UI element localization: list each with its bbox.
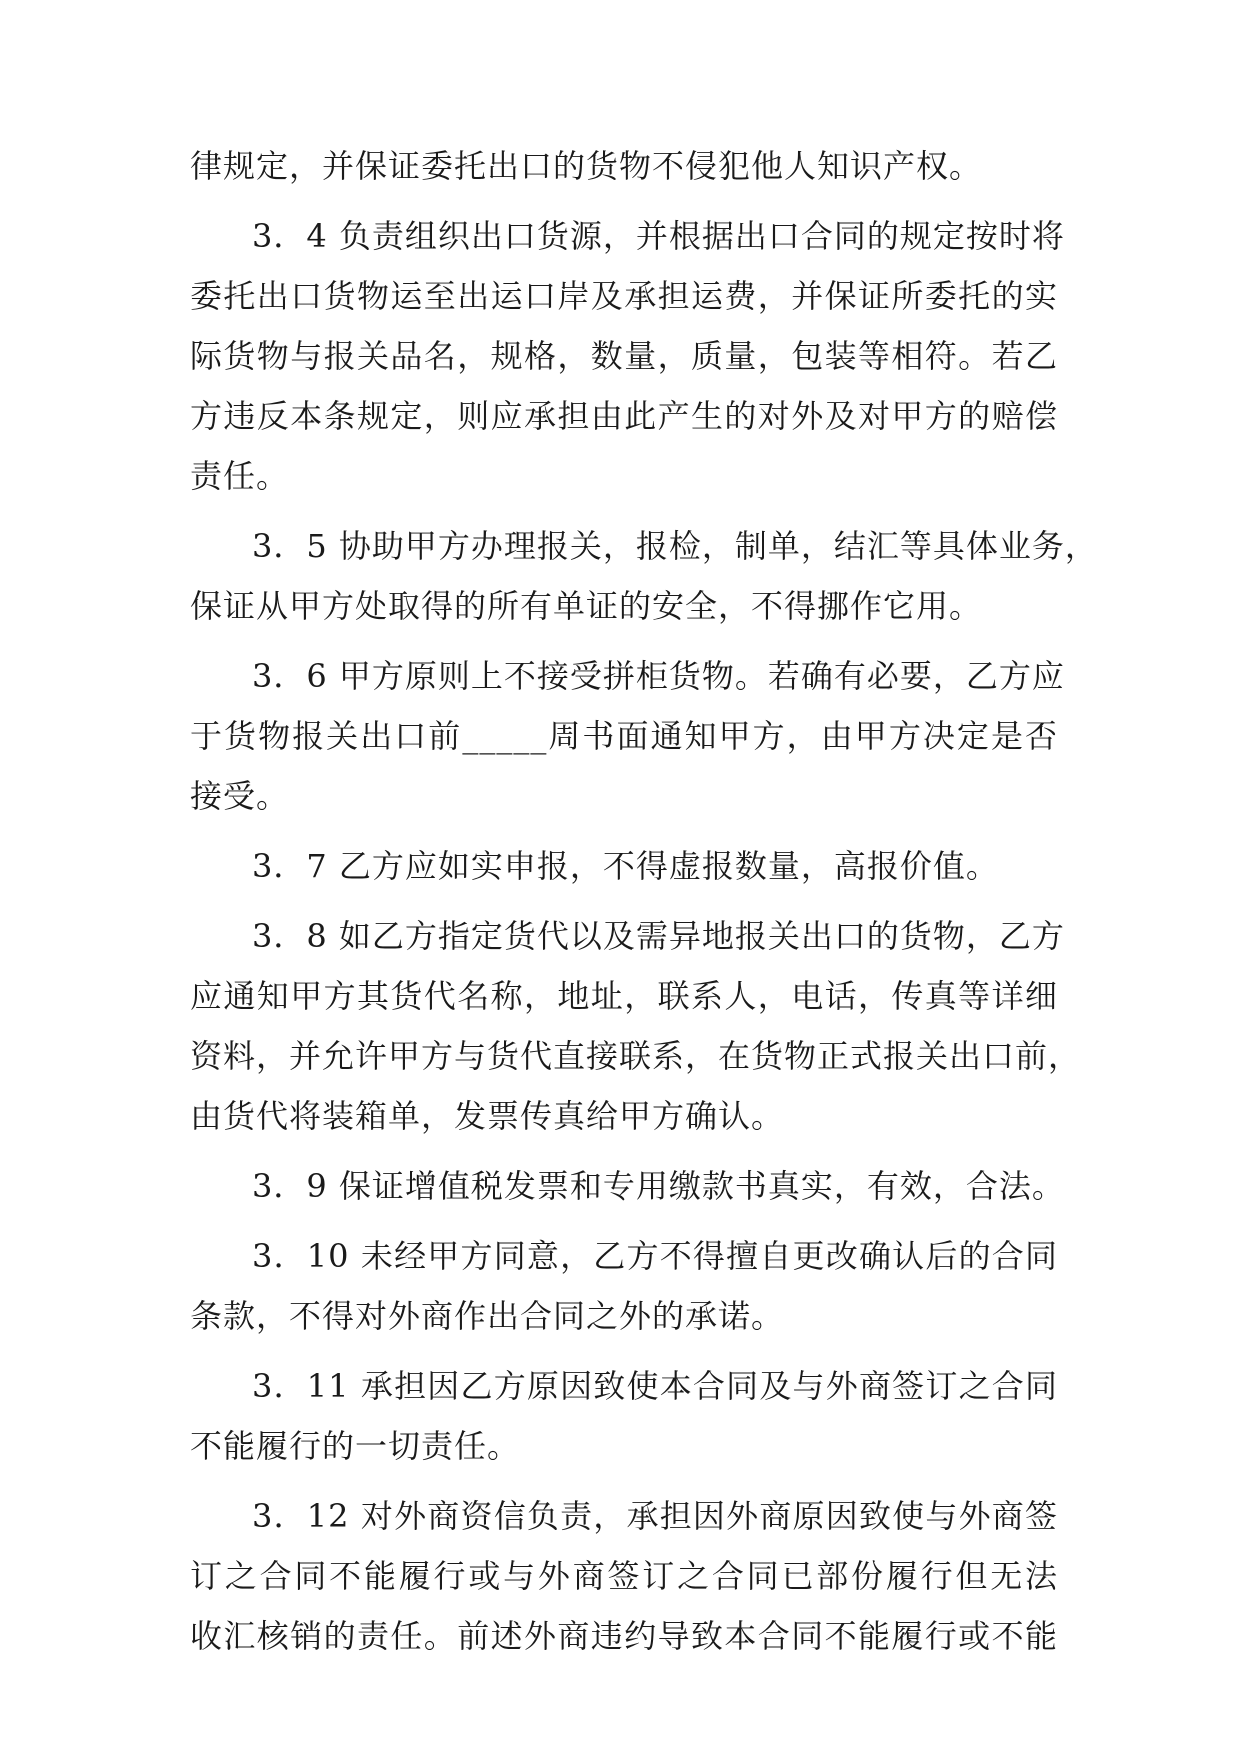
text-line: 订之合同不能履行或与外商签订之合同已部份履行但无法	[190, 1557, 1058, 1595]
text-line: 际货物与报关品名，规格，数量，质量，包装等相符。若乙	[190, 337, 1058, 375]
text-line: 3．5 协助甲方办理报关，报检，制单，结汇等具体业务，	[252, 527, 1098, 565]
text-line: 应通知甲方其货代名称，地址，联系人，电话，传真等详细	[190, 977, 1058, 1015]
text-line: 3．9 保证增值税发票和专用缴款书真实，有效，合法。	[252, 1167, 1065, 1205]
text-line: 资料，并允许甲方与货代直接联系，在货物正式报关出口前，	[190, 1037, 1082, 1075]
text-line: 3．12 对外商资信负责，承担因外商原因致使与外商签	[252, 1497, 1058, 1535]
text-line: 3．10 未经甲方同意，乙方不得擅自更改确认后的合同	[252, 1237, 1058, 1275]
text-line: 于货物报关出口前_____周书面通知甲方，由甲方决定是否	[190, 717, 1058, 755]
text-line: 收汇核销的责任。前述外商违约导致本合同不能履行或不能	[190, 1617, 1058, 1655]
text-line: 由货代将装箱单，发票传真给甲方确认。	[190, 1097, 785, 1135]
text-line: 3．8 如乙方指定货代以及需异地报关出口的货物，乙方	[252, 917, 1065, 955]
text-line: 3．6 甲方原则上不接受拼柜货物。若确有必要，乙方应	[252, 657, 1065, 695]
text-line: 3．7 乙方应如实申报，不得虚报数量，高报价值。	[252, 847, 999, 885]
text-line: 3．11 承担因乙方原因致使本合同及与外商签订之合同	[252, 1367, 1058, 1405]
text-line: 不能履行的一切责任。	[190, 1427, 521, 1465]
text-line: 接受。	[190, 777, 290, 815]
text-line: 委托出口货物运至出运口岸及承担运费，并保证所委托的实	[190, 277, 1058, 315]
text-line: 条款，不得对外商作出合同之外的承诺。	[190, 1297, 785, 1335]
text-line: 保证从甲方处取得的所有单证的安全，不得挪作它用。	[190, 587, 983, 625]
text-line: 3．4 负责组织出口货源，并根据出口合同的规定按时将	[252, 217, 1065, 255]
text-line: 责任。	[190, 457, 290, 495]
text-line: 律规定，并保证委托出口的货物不侵犯他人知识产权。	[190, 147, 983, 185]
text-line: 方违反本条规定，则应承担由此产生的对外及对甲方的赔偿	[190, 397, 1058, 435]
